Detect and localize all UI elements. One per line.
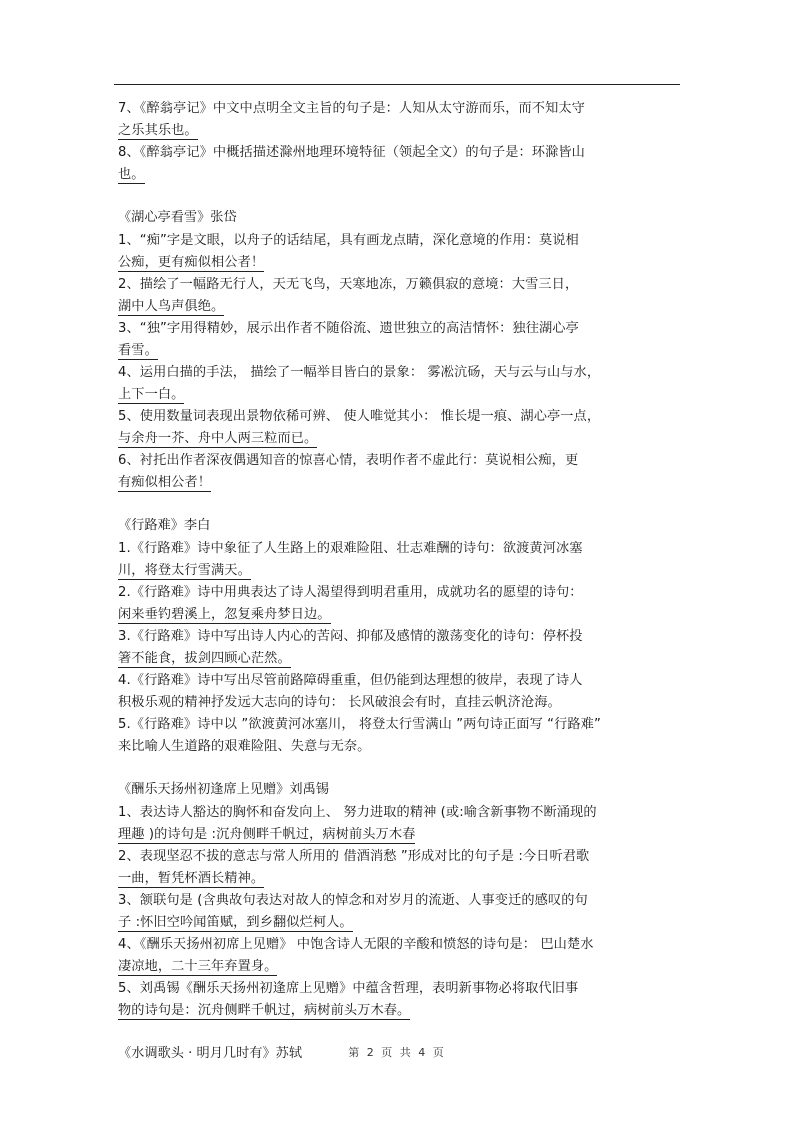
huxin-title: 《湖心亭看雪》张岱	[118, 210, 237, 225]
huxin-i6-text: 6、衬托出作者深夜偶遇知音的惊喜心情，表明作者不虚此行：莫说相公痴，更	[118, 453, 579, 468]
chouletian-i3-answer: 子 :怀旧空吟闻笛赋，到乡翻似烂柯人。	[118, 915, 353, 930]
chouletian-i3-text: 3、颔联句是 (含典故句表达对故人的悼念和对岁月的流逝、人事变迁的感叹的句	[118, 893, 588, 908]
chouletian-i5-answer: 物的诗句是：沉舟侧畔千帆过，病树前头万木春。	[118, 1003, 411, 1018]
chouletian-title: 《酬乐天扬州初逢席上见赠》刘禹锡	[118, 782, 329, 797]
huxin-i5-line2	[118, 428, 678, 450]
zuiweng-q7-text: 7、《醉翁亭记》中文中点明全文主旨的句子是：人知从太守游而乐，而不知太守	[118, 101, 585, 116]
zuiweng-q8-line1	[118, 142, 678, 164]
shuidiao-title: 《水调歌头 · 明月几时有》苏轼	[118, 1046, 303, 1061]
xinglunan-i3-line2	[118, 648, 678, 670]
xinglunan-i5-text: 5.《行路难》诗中以 ”欲渡黄河冰塞川， 将登太行雪满山 ”两句诗正面写 “行路难”	[118, 717, 601, 732]
xinglunan-i1-line1	[118, 538, 678, 560]
chouletian-i5-text: 5、刘禹锡《酬乐天扬州初逢席上见赠》中蕴含哲理，表明新事物必将取代旧事	[118, 981, 579, 996]
chouletian-i2-line1	[118, 846, 678, 868]
xinglunan-i2-line2	[118, 604, 678, 626]
page-content	[118, 98, 678, 1066]
zuiweng-q8-text: 8、《醉翁亭记》中概括描述滁州地理环境特征（领起全文）的句子是：环滁皆山	[118, 145, 585, 160]
huxin-i2-line2	[118, 296, 678, 318]
xinglunan-i4-answer: 积极乐观的精神抒发远大志向的诗句： 长风破浪会有时，直挂云帆济沧海。	[118, 695, 561, 710]
xinglunan-title: 《行路难》李白	[118, 518, 211, 533]
huxin-i1-line1	[118, 230, 678, 252]
huxin-i6-answer: 有痴似相公者！	[118, 475, 212, 490]
chouletian-i4-line2	[118, 956, 678, 978]
huxin-i2-line1	[118, 274, 678, 296]
xinglunan-i3-text: 3.《行路难》诗中写出诗人内心的苦闷、抑郁及感情的激荡变化的诗句：停杯投	[118, 629, 583, 644]
huxin-i1-line2	[118, 252, 678, 274]
huxin-i4-line2	[118, 384, 678, 406]
huxin-i5-text: 5、使用数量词表现出景物依稀可辨、 使人唯觉其小： 惟长堤一痕、湖心亭一点，	[118, 409, 601, 424]
chouletian-i5-line2	[118, 1000, 678, 1022]
header-rule	[114, 84, 680, 85]
xinglunan-i1-line2	[118, 560, 678, 582]
huxin-i3-answer: 看雪。	[118, 343, 158, 358]
xinglunan-i2-text: 2.《行路难》诗中用典表达了诗人渴望得到明君重用，成就功名的愿望的诗句：	[118, 585, 583, 600]
chouletian-i2-text: 2、表现坚忍不拔的意志与常人所用的 借酒消愁 ”形成对比的句子是 :今日听君歌	[118, 849, 590, 864]
zuiweng-q8-line2	[118, 164, 678, 186]
huxin-i3-line1	[118, 318, 678, 340]
xinglunan-i5-line2	[118, 736, 678, 758]
huxin-i5-line1	[118, 406, 678, 428]
xinglunan-i4-line2	[118, 692, 678, 714]
huxin-i4-line1	[118, 362, 678, 384]
chouletian-i5-line1	[118, 978, 678, 1000]
chouletian-i4-text: 4、《酬乐天扬州初席上见赠》 中饱含诗人无限的辛酸和愤怒的诗句是： 巴山楚水	[118, 937, 594, 952]
xinglunan-i1-text: 1.《行路难》诗中象征了人生路上的艰难险阻、壮志难酬的诗句：欲渡黄河冰塞	[118, 541, 583, 556]
chouletian-i4-answer: 凄凉地，二十三年弃置身。	[118, 959, 278, 974]
xinglunan-i3-line1	[118, 626, 678, 648]
chouletian-i1-answer: 理趣 )的诗句是 :沉舟侧畔千帆过，病树前头万木春	[118, 827, 416, 842]
xinglunan-i3-answer: 箸不能食，拔剑四顾心茫然。	[118, 651, 291, 666]
huxin-i2-text: 2、描绘了一幅路无行人，天无飞鸟，天寒地冻，万籁俱寂的意境：大雪三日，	[118, 277, 579, 292]
huxin-i3-line2	[118, 340, 678, 362]
page-footer: 第 2 页 共 4 页	[348, 1046, 446, 1059]
chouletian-i1-line1	[118, 802, 678, 824]
xinglunan-i2-line1	[118, 582, 678, 604]
xinglunan-i5-text-cont: 来比喻人生道路的艰难险阻、失意与无奈。	[118, 739, 371, 754]
huxin-i4-text: 4、运用白描的手法， 描绘了一幅举目皆白的景象： 雾凇沆砀，天与云与山与水，	[118, 365, 601, 380]
zuiweng-q7-line2	[118, 120, 678, 142]
chouletian-i1-text: 1、表达诗人豁达的胸怀和奋发向上、 努力进取的精神 (或:喻含新事物不断涌现的	[118, 805, 597, 820]
chouletian-i1-line2	[118, 824, 678, 846]
huxin-i2-answer: 湖中人鸟声俱绝。	[118, 299, 225, 314]
huxin-i6-line2	[118, 472, 678, 494]
chouletian-i3-line1	[118, 890, 678, 912]
chouletian-i4-line1	[118, 934, 678, 956]
xinglunan-i2-answer: 闲来垂钓碧溪上，忽复乘舟梦日边。	[118, 607, 331, 622]
chouletian-i2-answer: 一曲，暂凭杯酒长精神。	[118, 871, 265, 886]
zuiweng-q7-answer: 之乐其乐也。	[118, 123, 198, 138]
zuiweng-q7-line1	[118, 98, 678, 120]
xinglunan-i5-line1	[118, 714, 678, 736]
huxin-i4-answer: 上下一白。	[118, 387, 185, 402]
chouletian-i2-line2	[118, 868, 678, 890]
huxin-i5-answer: 与余舟一芥、舟中人两三粒而已。	[118, 431, 318, 446]
huxin-i1-answer: 公痴，更有痴似相公者！	[118, 255, 265, 270]
huxin-i1-text: 1、“痴”字是文眼，以舟子的话结尾，具有画龙点睛，深化意境的作用：莫说相	[118, 233, 579, 248]
xinglunan-i4-text: 4.《行路难》诗中写出尽管前路障碍重重，但仍能到达理想的彼岸，表现了诗人	[118, 673, 583, 688]
huxin-i3-text: 3、“独”字用得精妙，展示出作者不随俗流、遗世独立的高洁情怀：独往湖心亭	[118, 321, 579, 336]
huxin-i6-line1	[118, 450, 678, 472]
zuiweng-q8-answer: 也。	[118, 167, 145, 182]
xinglunan-i4-line1	[118, 670, 678, 692]
xinglunan-i1-answer: 川，将登太行雪满天。	[118, 563, 251, 578]
chouletian-i3-line2	[118, 912, 678, 934]
